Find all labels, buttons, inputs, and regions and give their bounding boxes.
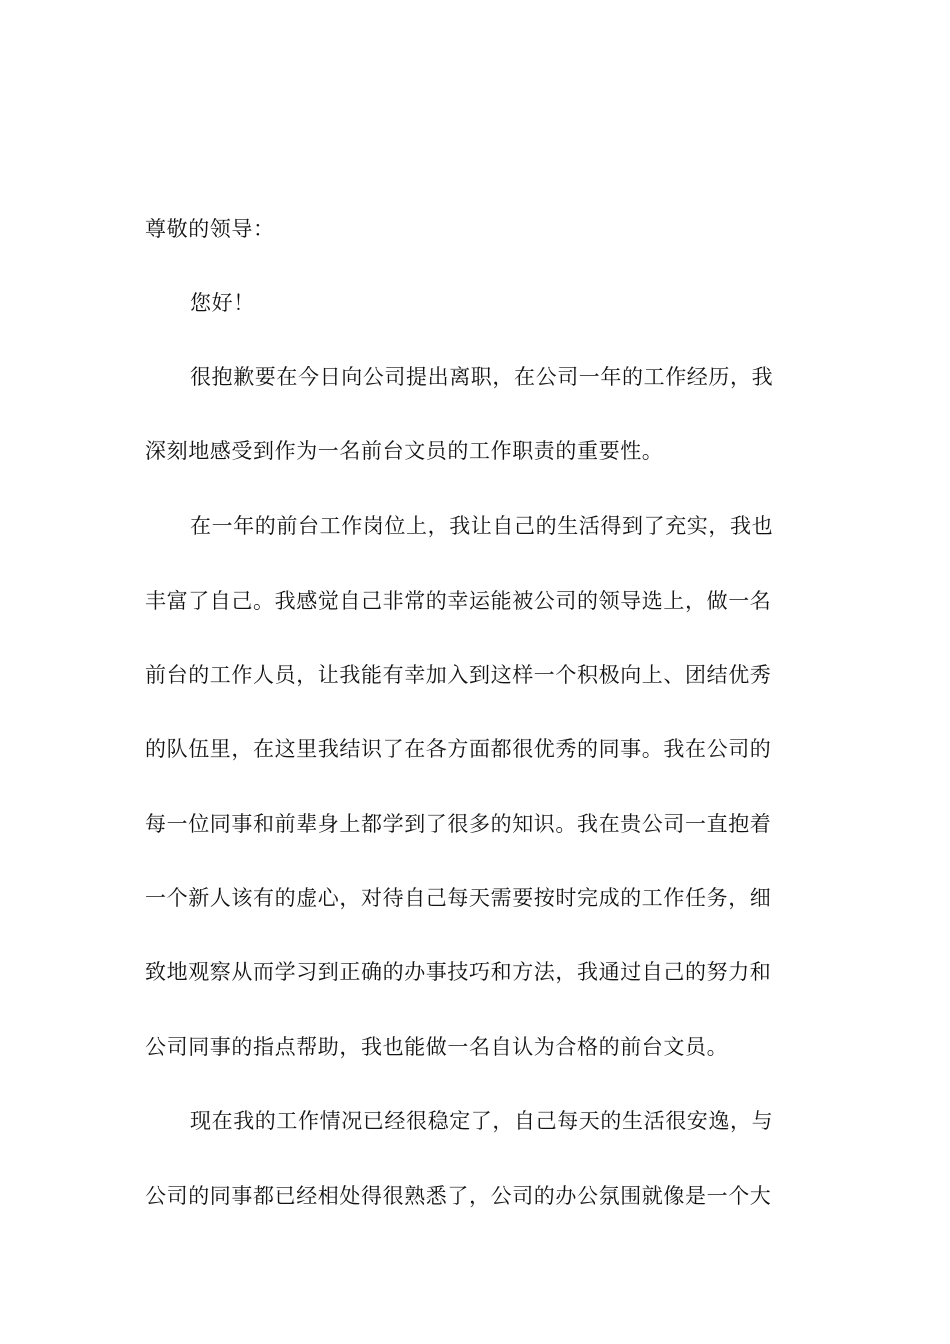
paragraph-line: 一个新人该有的虚心，对待自己每天需要按时完成的工作任务，细: [145, 886, 772, 910]
paragraph-line: 每一位同事和前辈身上都学到了很多的知识。我在贵公司一直抱着: [145, 812, 772, 836]
greeting: 您好！: [190, 291, 255, 315]
paragraph-line: 现在我的工作情况已经很稳定了，自己每天的生活很安逸，与: [190, 1109, 774, 1133]
paragraph-line: 的队伍里，在这里我结识了在各方面都很优秀的同事。我在公司的: [145, 737, 772, 761]
paragraph-line: 公司同事的指点帮助，我也能做一名自认为合格的前台文员。: [145, 1035, 729, 1059]
paragraph-line: 在一年的前台工作岗位上，我让自己的生活得到了充实，我也: [190, 514, 774, 538]
paragraph-line: 前台的工作人员，让我能有幸加入到这样一个积极向上、团结优秀: [145, 663, 772, 687]
paragraph-line: 很抱歉要在今日向公司提出离职，在公司一年的工作经历，我: [190, 365, 774, 389]
paragraph-line: 深刻地感受到作为一名前台文员的工作职责的重要性。: [145, 439, 664, 463]
paragraph-line: 丰富了自己。我感觉自己非常的幸运能被公司的领导选上，做一名: [145, 589, 772, 613]
paragraph-line: 公司的同事都已经相处得很熟悉了，公司的办公氛围就像是一个大: [145, 1184, 772, 1208]
paragraph-line: 致地观察从而学习到正确的办事技巧和方法，我通过自己的努力和: [145, 960, 772, 984]
salutation: 尊敬的领导：: [145, 217, 275, 241]
